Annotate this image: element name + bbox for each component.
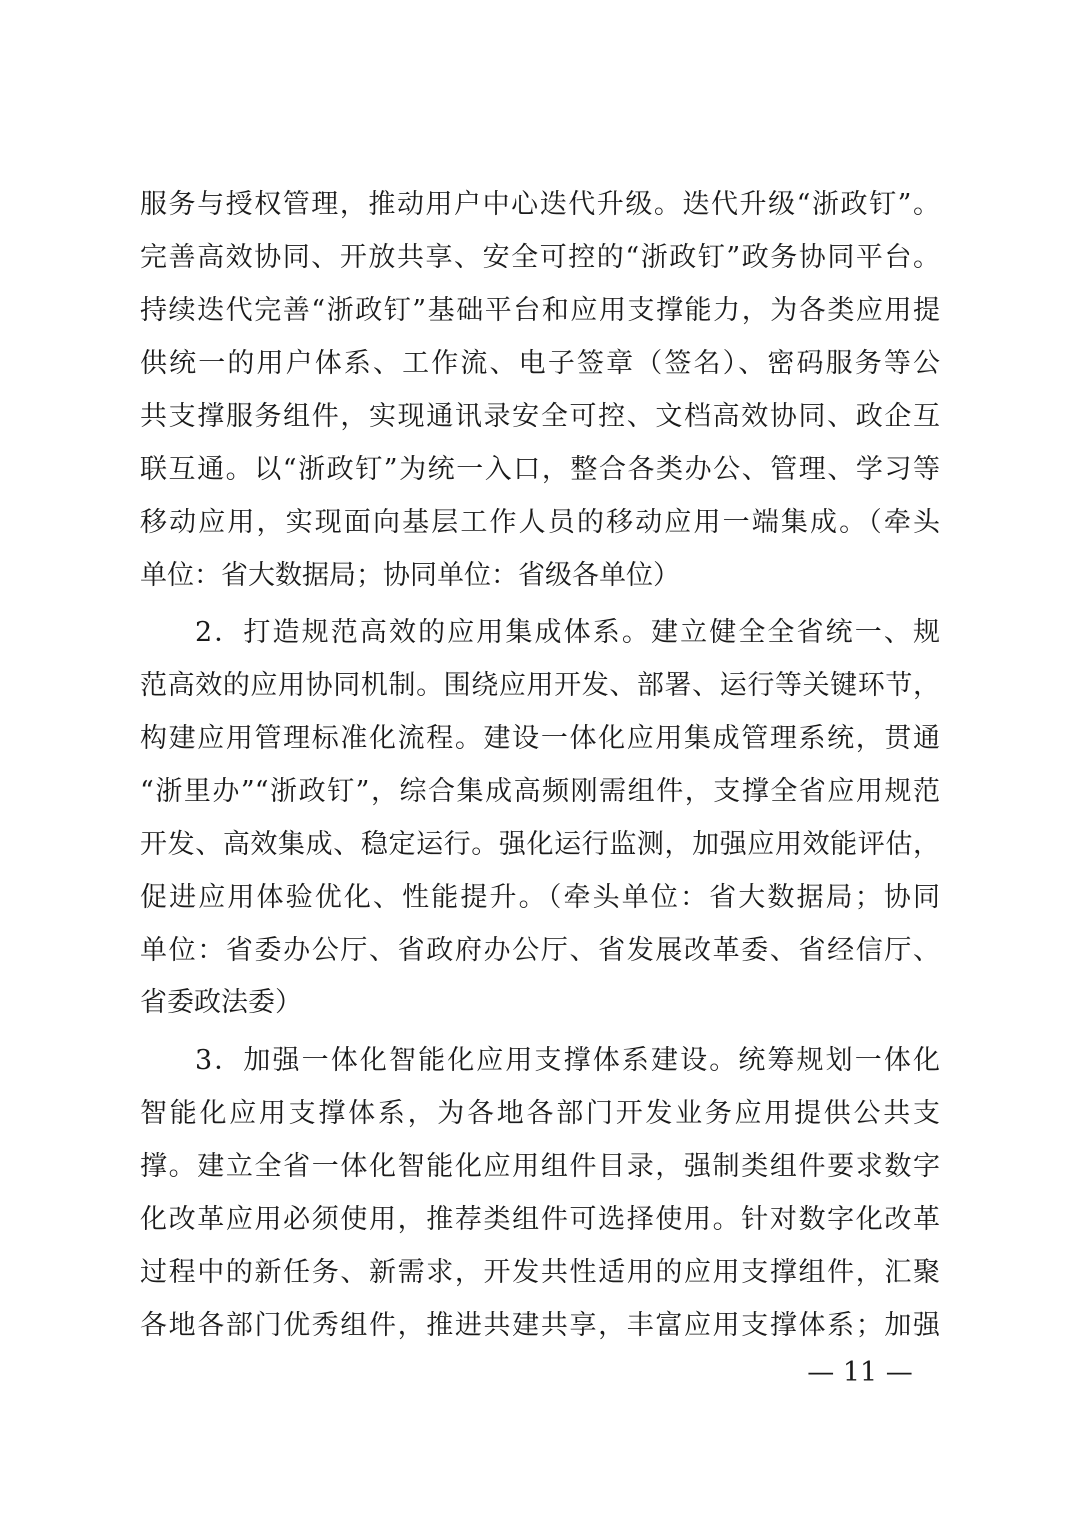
text-line: 智能化应用支撑体系，为各地各部门开发业务应用提供公共支 <box>140 1098 940 1129</box>
text-line: 移动应用，实现面向基层工作人员的移动应用一端集成。（牵头 <box>140 507 940 538</box>
text-line: 联互通。以“浙政钉”为统一入口，整合各类办公、管理、学习等 <box>140 454 940 485</box>
text-line: 范高效的应用协同机制。围绕应用开发、部署、运行等关键环节， <box>140 670 940 701</box>
paragraph-heading-2: 2．打造规范高效的应用集成体系。建立健全全省统一、规 <box>195 617 940 648</box>
text-line: 化改革应用必须使用，推荐类组件可选择使用。针对数字化改革 <box>140 1204 940 1235</box>
text-line: 促进应用体验优化、性能提升。（牵头单位：省大数据局；协同 <box>140 882 940 913</box>
text-line: 省委政法委） <box>140 987 302 1018</box>
text-line: 单位：省委办公厅、省政府办公厅、省发展改革委、省经信厅、 <box>140 935 940 966</box>
paragraph-heading-3: 3．加强一体化智能化应用支撑体系建设。统筹规划一体化 <box>195 1045 940 1076</box>
text-line: 持续迭代完善“浙政钉”基础平台和应用支撑能力，为各类应用提 <box>140 295 940 326</box>
text-line: 完善高效协同、开放共享、安全可控的“浙政钉”政务协同平台。 <box>140 242 940 273</box>
text-line: 供统一的用户体系、工作流、电子签章（签名）、密码服务等公 <box>140 348 940 379</box>
text-line: 各地各部门优秀组件，推进共建共享，丰富应用支撑体系；加强 <box>140 1310 940 1341</box>
text-line: 开发、高效集成、稳定运行。强化运行监测，加强应用效能评估， <box>140 829 940 860</box>
text-line: “浙里办”“浙政钉”，综合集成高频刚需组件，支撑全省应用规范 <box>140 776 940 807</box>
text-line: 单位：省大数据局；协同单位：省级各单位） <box>140 560 680 591</box>
text-line: 构建应用管理标准化流程。建设一体化应用集成管理系统，贯通 <box>140 723 940 754</box>
page-number: — 11 — <box>807 1357 913 1388</box>
text-line: 共支撑服务组件，实现通讯录安全可控、文档高效协同、政企互 <box>140 401 940 432</box>
text-line: 撑。建立全省一体化智能化应用组件目录，强制类组件要求数字 <box>140 1151 940 1182</box>
text-line: 过程中的新任务、新需求，开发共性适用的应用支撑组件，汇聚 <box>140 1257 940 1288</box>
text-line: 服务与授权管理，推动用户中心迭代升级。迭代升级“浙政钉”。 <box>140 189 940 220</box>
